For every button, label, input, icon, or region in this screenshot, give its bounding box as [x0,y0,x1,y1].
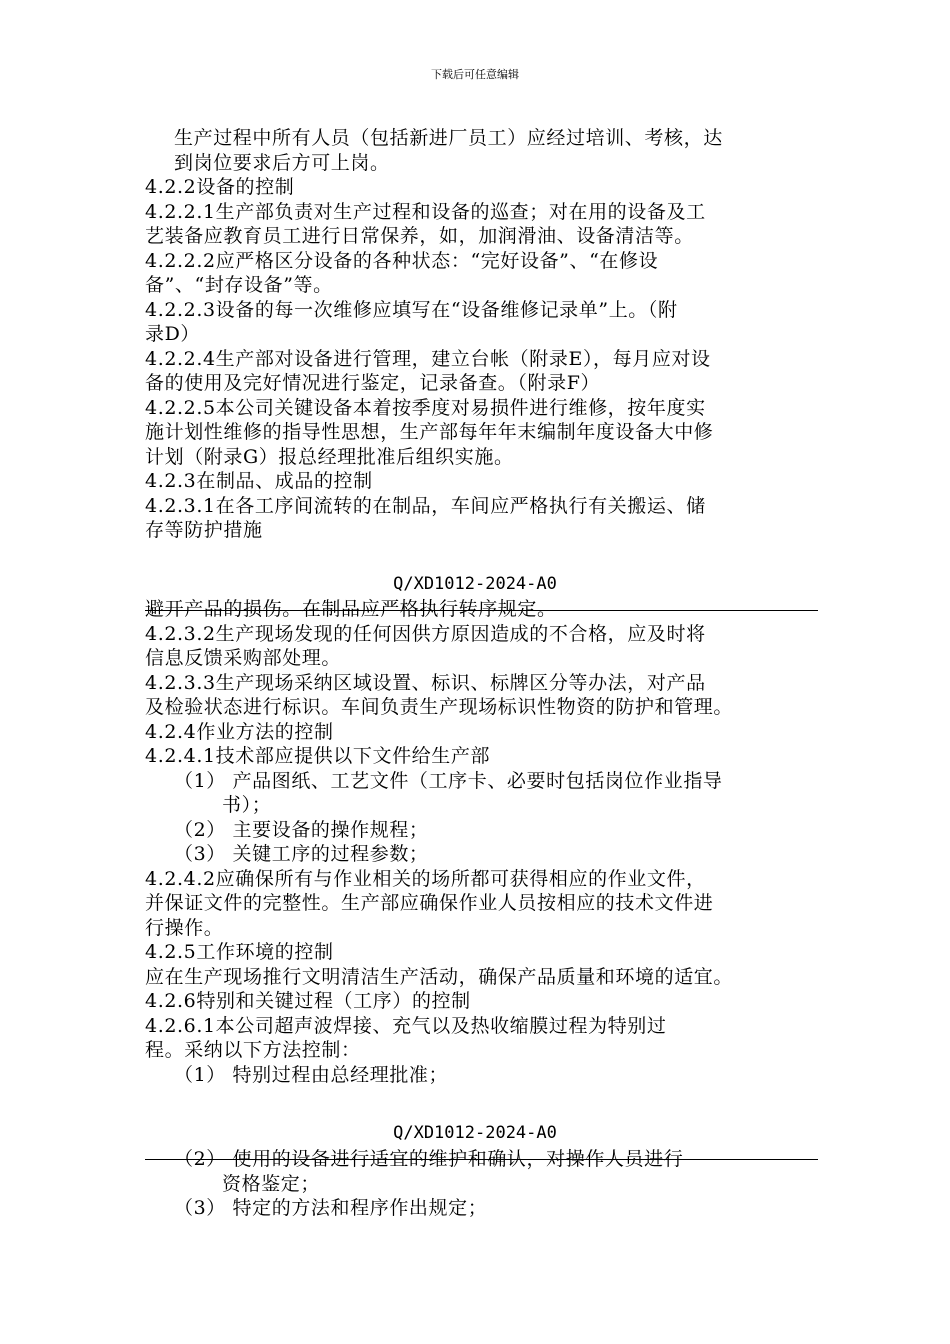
text-line: 备”、“封存设备”等。 [145,274,333,296]
text-line: 4.2.2.4生产部对设备进行管理，建立台帐（附录E），每月应对设 [145,347,711,370]
text-line: 程。采纳以下方法控制： [145,1039,361,1061]
text-line: 4.2.2.3设备的每一次维修应填写在“设备维修记录单”上。（附 [145,298,678,321]
text-line: 4.2.3.1在各工序间流转的在制品，车间应严格执行有关搬运、储 [145,494,706,517]
text-line: 避开产品的损伤。在制品应严格执行转序规定。 [145,598,557,620]
text-line: 存等防护措施 [145,519,263,541]
text-line: 生产过程中所有人员（包括新进厂员工）应经过培训、考核，达 [174,127,723,149]
text-line: 资格鉴定； [222,1172,321,1195]
text-line: 4.2.6特别和关键过程（工序）的控制 [145,990,471,1012]
text-line: 并保证文件的完整性。生产部应确保作业人员按相应的技术文件进 [145,892,714,914]
text-line: 到岗位要求后方可上岗。 [174,151,390,174]
text-line: （2） 使用的设备进行适宜的维护和确认，对操作人员进行 [174,1148,684,1170]
text-line: 4.2.3.2生产现场发现的任何因供方原因造成的不合格，应及时将 [145,622,706,645]
text-line: 4.2.3在制品、成品的控制 [145,470,373,492]
text-line: 4.2.2设备的控制 [145,176,295,198]
text-line: 4.2.4作业方法的控制 [145,720,334,743]
text-line: 信息反馈采购部处理。 [145,647,342,669]
text-line: 书）； [222,794,272,816]
document-code: Q/XD1012-2024-A0 [393,1123,557,1143]
text-line: 备的使用及完好情况进行鉴定，记录备查。（附录F） [145,372,601,394]
text-line: 施计划性维修的指导性思想，生产部每年年末编制年度设备大中修 [145,421,714,443]
text-line: 艺装备应教育员工进行日常保养，如，加润滑油、设备清洁等。 [145,225,694,247]
text-line: （1） 特别过程由总经理批准； [174,1063,449,1086]
text-line: （2） 主要设备的操作规程； [174,818,429,841]
text-line: 4.2.4.2应确保所有与作业相关的场所都可获得相应的作业文件， [145,867,706,890]
text-line: 4.2.4.1技术部应提供以下文件给生产部 [145,745,491,767]
text-line: 4.2.6.1本公司超声波焊接、充气以及热收缩膜过程为特别过 [145,1014,667,1037]
text-line: （1） 产品图纸、工艺文件（工序卡、必要时包括岗位作业指导 [174,769,723,792]
text-line: 录D） [145,323,201,345]
text-line: 计划（附录G）报总经理批准后组织实施。 [145,445,514,468]
header-note: 下载后可任意编辑 [431,68,519,81]
text-line: （3） 特定的方法和程序作出规定； [174,1197,488,1219]
text-line: 4.2.2.1生产部负责对生产过程和设备的巡查；对在用的设备及工 [145,200,706,223]
text-line: 4.2.3.3生产现场采纳区域设置、标识、标牌区分等办法，对产品 [145,671,706,694]
text-line: 及检验状态进行标识。车间负责生产现场标识性物资的防护和管理。 [145,696,734,718]
text-line: 应在生产现场推行文明清洁生产活动，确保产品质量和环境的适宜。 [145,965,734,988]
text-line: 4.2.2.2应严格区分设备的各种状态：“完好设备”、“在修设 [145,249,659,272]
text-line: 4.2.5工作环境的控制 [145,941,334,963]
text-line: 行操作。 [145,916,224,939]
text-line: 4.2.2.5本公司关键设备本着按季度对易损件进行维修，按年度实 [145,396,706,419]
document-code: Q/XD1012-2024-A0 [393,574,557,594]
text-line: （3） 关键工序的过程参数； [174,843,429,865]
